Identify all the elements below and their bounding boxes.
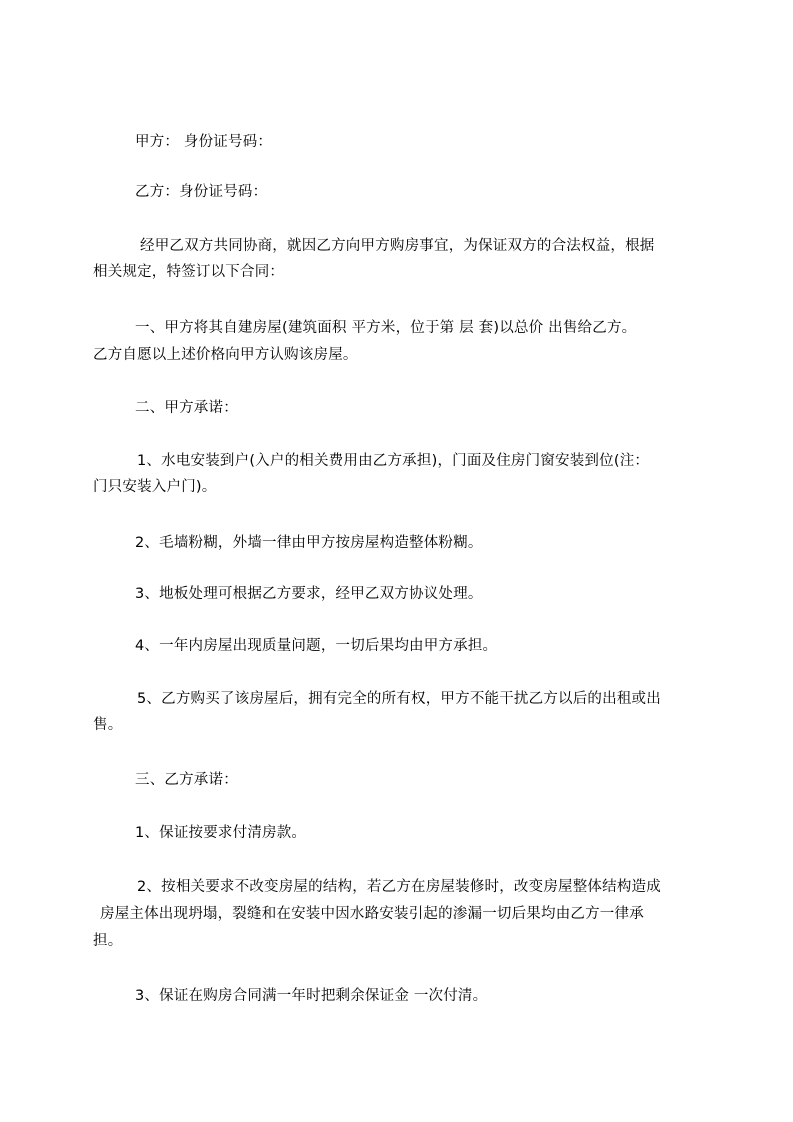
intro-line-1: 经甲乙双方共同协商，就因乙方向甲方购房事宜，为保证双方的合法权益，根据: [140, 238, 655, 254]
clause-1-line-1: 一、甲方将其自建房屋(建筑面积 平方米，位于第 层 套)以总价 出售给乙方。: [135, 320, 637, 336]
section-2-title: 二、甲方承诺：: [135, 400, 238, 416]
section-2-item-1-line-2: 门只安装入户门)。: [93, 479, 217, 495]
section-2-item-4: 4、一年内房屋出现质量问题，一切后果均由甲方承担。: [135, 638, 498, 654]
section-3-item-3: 3、保证在购房合同满一年时把剩余保证金 一次付清。: [135, 988, 488, 1004]
section-3-title: 三、乙方承诺：: [135, 772, 238, 788]
section-2-item-5-line-2: 售。: [93, 717, 123, 733]
section-2-item-1-line-1: 1、水电安装到户(入户的相关费用由乙方承担)，门面及住房门窗安装到位(注：: [137, 453, 650, 469]
section-2-item-5-line-1: 5、乙方购买了该房屋后，拥有完全的所有权，甲方不能干扰乙方以后的出租或出: [137, 691, 661, 707]
section-2-item-3: 3、地板处理可根据乙方要求，经甲乙双方协议处理。: [135, 586, 483, 602]
section-3-item-1: 1、保证按要求付清房款。: [135, 825, 307, 841]
section-3-item-2-line-3: 担。: [93, 933, 123, 949]
section-3-item-2-line-2: 房屋主体出现坍塌，裂缝和在安装中因水路安装引起的渗漏一切后果均由乙方一律承: [100, 906, 644, 922]
section-2-item-2: 2、毛墙粉糊，外墙一律由甲方按房屋构造整体粉糊。: [135, 535, 483, 551]
clause-1-line-2: 乙方自愿以上述价格向甲方认购该房屋。: [93, 347, 358, 363]
party-a-line: 甲方： 身份证号码：: [135, 134, 273, 150]
intro-line-2: 相关规定，特签订以下合同：: [93, 264, 285, 280]
party-b-line: 乙方：身份证号码：: [135, 184, 268, 200]
section-3-item-2-line-1: 2、按相关要求不改变房屋的结构，若乙方在房屋装修时，改变房屋整体结构造成: [137, 879, 661, 895]
